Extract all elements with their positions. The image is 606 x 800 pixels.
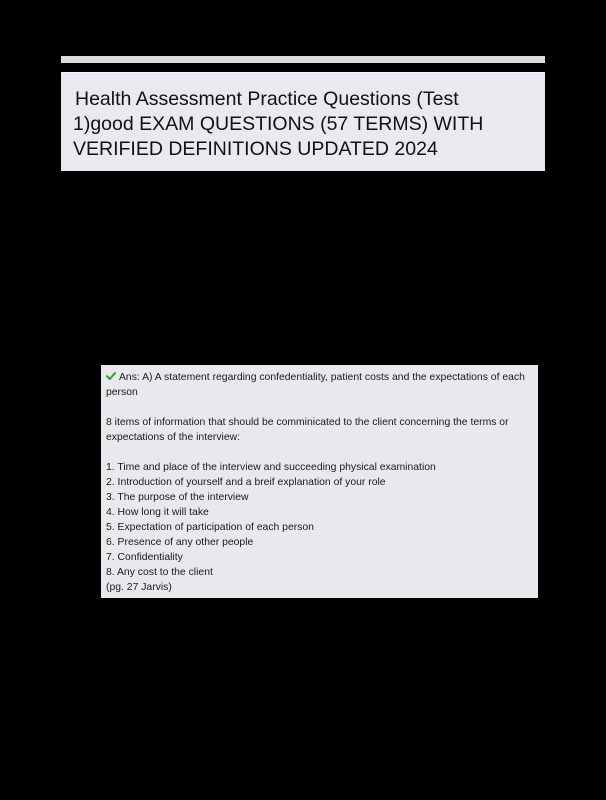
list-item: 5. Expectation of participation of each person: [106, 522, 314, 533]
answer-box: [101, 365, 538, 598]
checkmark-icon: [106, 371, 116, 381]
title-box: [61, 72, 545, 171]
reference-citation: (pg. 27 Jarvis): [106, 582, 172, 593]
list-item: 7. Confidentiality: [106, 552, 183, 563]
list-item: 6. Presence of any other people: [106, 537, 254, 548]
top-divider: [61, 56, 545, 63]
document-title: [73, 87, 537, 162]
answer-line: [106, 370, 532, 400]
answer-intro: 8 items of information that should be comminicated to the client concerning the terms or expectations of the interview:: [106, 417, 509, 443]
list-item: 8. Any cost to the client: [106, 567, 213, 578]
list-item: 3. The purpose of the interview: [106, 492, 249, 503]
title-line-3: VERIFIED DEFINITIONS UPDATED 2024: [73, 138, 438, 160]
info-items-list: [106, 460, 532, 595]
answer-text: Ans: A) A statement regarding confedentiality, patient costs and the expectations of each person: [106, 372, 525, 398]
list-item: 2. Introduction of yourself and a breif explanation of your role: [106, 477, 386, 488]
title-line-2: 1)good EXAM QUESTIONS (57 TERMS) WITH: [73, 113, 484, 135]
list-item: 4. How long it will take: [106, 507, 209, 518]
list-item: 1. Time and place of the interview and succeeding physical examination: [106, 462, 436, 473]
title-line-1: Health Assessment Practice Questions (Test: [75, 88, 459, 110]
